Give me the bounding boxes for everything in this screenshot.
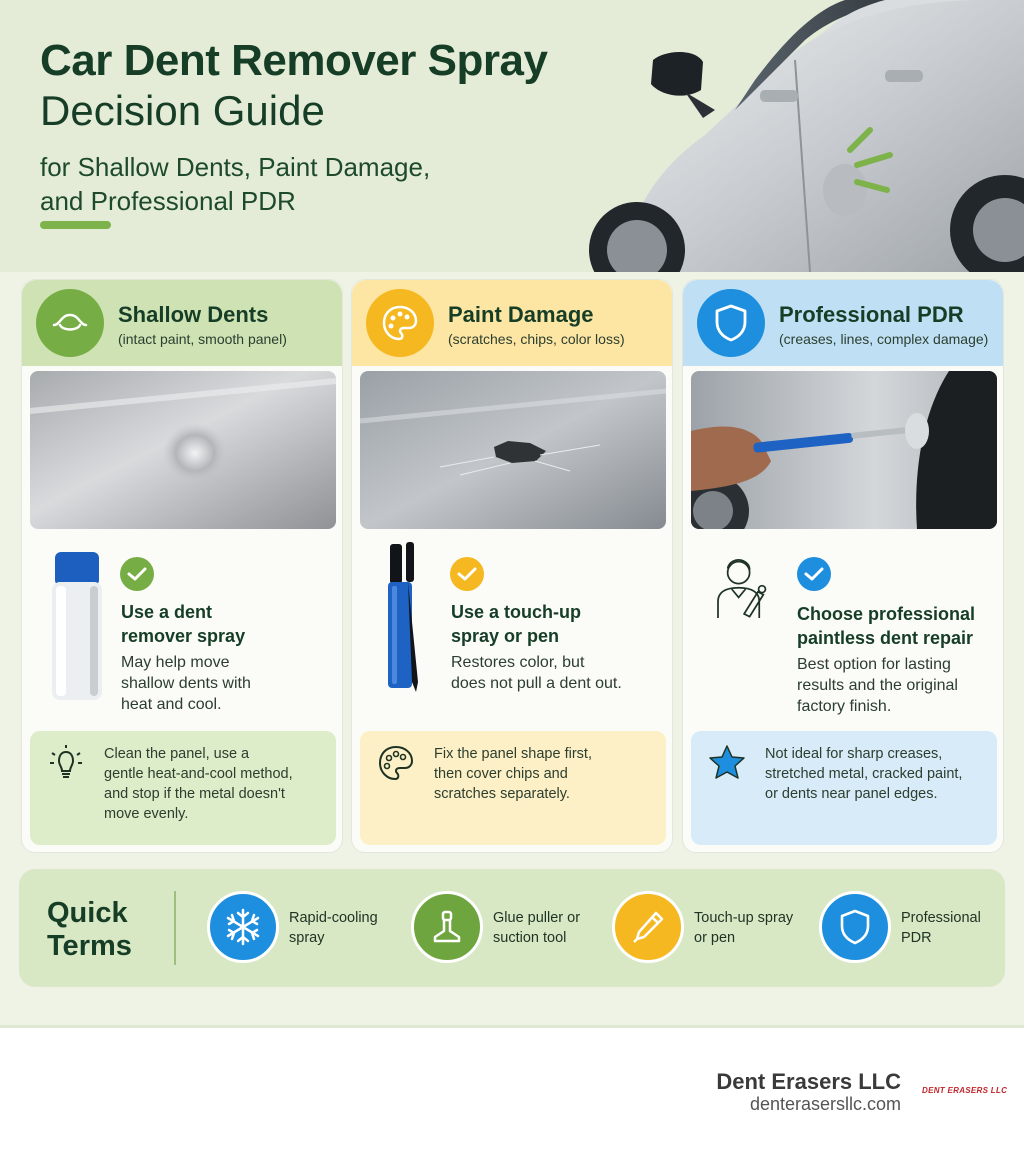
tip-text: Fix the panel shape first, then cover chips and scratches separately. (434, 746, 592, 802)
silver-car-image (585, 0, 1024, 272)
recommendation-title: Use a dent remover spray (121, 602, 246, 646)
recommendation-description: May help move shallow dents with heat and cool. (121, 654, 251, 713)
footer (0, 1025, 1024, 1154)
card-header (683, 280, 1003, 366)
tip-box (360, 731, 666, 845)
page-title: Car Dent Remover Spray (40, 36, 548, 85)
card-shallow-dents (21, 279, 343, 853)
shield-icon (697, 289, 765, 357)
term-label: Professional PDR (901, 910, 981, 946)
palette-icon (366, 289, 434, 357)
card-title: Shallow Dents (118, 302, 269, 327)
tip-text: Clean the panel, use a gentle heat-and-cool method, and stop if the metal doesn't move evenly. (104, 746, 293, 822)
company-url[interactable]: denterasersllc.com (749, 1094, 901, 1114)
recommendation-description: Best option for lasting results and the original factory finish. (797, 656, 958, 715)
hero-banner (0, 0, 1024, 272)
card-professional-pdr (682, 279, 1004, 853)
star-icon (707, 743, 747, 783)
recommendation-title: Choose professional paintless dent repair (797, 604, 976, 648)
check-icon (797, 557, 831, 591)
paint-chip-photo (360, 371, 666, 529)
touch-up-pen-icon (612, 891, 684, 963)
glue-puller-icon (411, 891, 483, 963)
shield-icon (819, 891, 891, 963)
card-title: Paint Damage (448, 302, 594, 327)
page-title-line2: Decision Guide (40, 87, 325, 134)
term-label: Rapid-cooling spray (289, 910, 378, 946)
card-header (22, 280, 342, 366)
check-icon (120, 557, 154, 591)
page-subtitle: for Shallow Dents, Paint Damage, and Professional PDR (40, 152, 431, 216)
term-label: Touch-up spray or pen (694, 910, 794, 946)
recommendation-title: Use a touch-up spray or pen (451, 602, 582, 646)
snowflake-icon (207, 891, 279, 963)
card-header (352, 280, 672, 366)
card-subtitle: (creases, lines, complex damage) (779, 331, 989, 347)
recommendation-description: Restores color, but does not pull a dent out. (451, 654, 622, 692)
card-subtitle: (intact paint, smooth panel) (118, 331, 287, 347)
touch-up-pen-image (368, 542, 448, 702)
shallow-dent-photo (30, 371, 336, 529)
quick-terms-panel (19, 869, 1005, 987)
pdr-tool-photo (691, 371, 997, 529)
company-logo: DENT ERASERS LLC (922, 1086, 1008, 1095)
tip-box (30, 731, 336, 845)
main-content (0, 272, 1024, 1025)
term-label: Glue puller or suction tool (493, 910, 581, 946)
accent-bar (40, 221, 111, 229)
tip-box (691, 731, 997, 845)
quick-terms-title: Quick Terms (47, 897, 132, 962)
company-name: Dent Erasers LLC (716, 1069, 901, 1094)
card-subtitle: (scratches, chips, color loss) (448, 331, 625, 347)
dent-remover-spray-can (38, 542, 118, 702)
lightbulb-icon (46, 743, 86, 783)
check-icon (450, 557, 484, 591)
technician-icon (697, 552, 783, 662)
hero-text (40, 36, 600, 218)
dent-curve-icon (36, 289, 104, 357)
card-title: Professional PDR (779, 302, 964, 327)
card-paint-damage (351, 279, 673, 853)
palette-icon (376, 743, 416, 783)
divider (174, 891, 176, 965)
tip-text: Not ideal for sharp creases, stretched metal, cracked paint, or dents near panel edges. (765, 746, 963, 802)
